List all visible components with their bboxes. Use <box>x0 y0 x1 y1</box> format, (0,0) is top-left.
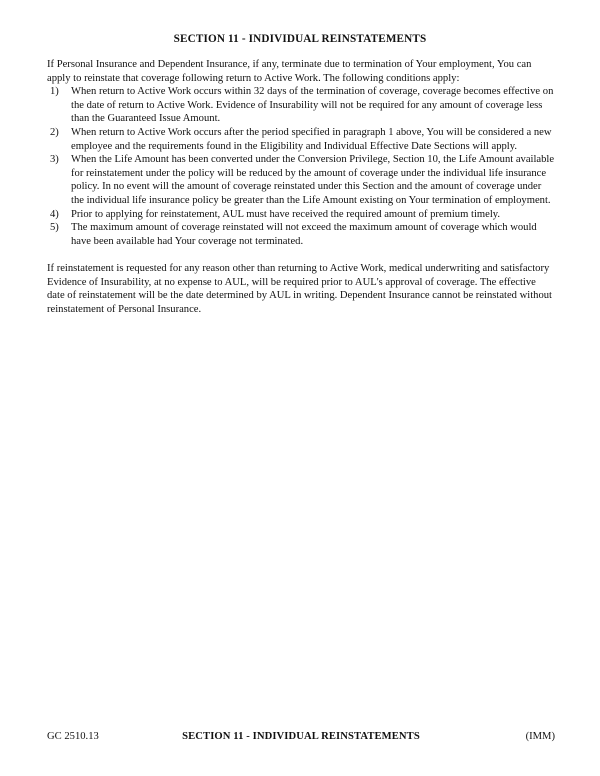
list-item-text: The maximum amount of coverage reinstated will not exceed the maximum amount of coverage which would have been available had Your coverage not terminated. <box>71 222 537 247</box>
intro-paragraph: If Personal Insurance and Dependent Insurance, if any, terminate due to termination of Your employment, You can apply to reinstate that coverage following return to Active Work. The following conditions apply: <box>47 59 532 84</box>
list-item-marker: 2) <box>50 126 59 138</box>
page-title: SECTION 11 - INDIVIDUAL REINSTATEMENTS <box>173 33 427 45</box>
closing-paragraph: If reinstatement is requested for any reason other than returning to Active Work, medical underwriting and satisfactory Evidence of Insurability, at no expense to AUL, will be required prior to AUL's approval of coverage. The effective date of reinstatement will be the date determined by AUL in writing. Dependent Insurance cannot be reinstated without reinstatement of Personal Insurance. <box>47 262 553 315</box>
list-item-marker: 4) <box>50 208 59 220</box>
page-footer <box>47 730 555 744</box>
list-item-text: When return to Active Work occurs within 32 days of the termination of coverage, coverage becomes effective on the date of return to Active Work. Evidence of Insurability will not be required for any amount of coverage less than the Guaranteed Issue Amount. <box>71 86 554 125</box>
list-item <box>47 221 556 248</box>
list-item <box>47 126 556 153</box>
list-item-text: When the Life Amount has been converted under the Conversion Privilege, Section 10, the Life Amount available for reinstatement under the policy will be reduced by the amount of coverage under the individual life insurance policy. In no event will the amount of coverage reinstated under this Section and the amount of coverage under the individual life insurance policy be greater than the Life Amount existing on Your termination of employment. <box>71 154 555 206</box>
list-item-text: Prior to applying for reinstatement, AUL must have received the required amount of premium timely. <box>71 208 501 220</box>
list-item-text: When return to Active Work occurs after the period specified in paragraph 1 above, You will be considered a new employee and the requirements found in the Eligibility and Individual Effective Date Sections will apply. <box>71 126 552 152</box>
footer-form-number: GC 2510.13 <box>47 731 99 742</box>
list-item <box>47 208 556 222</box>
list-item-marker: 1) <box>50 86 59 98</box>
list-item <box>47 85 556 126</box>
document-body <box>47 58 556 316</box>
list-item-marker: 3) <box>50 154 59 166</box>
list-item-marker: 5) <box>50 222 59 234</box>
conditions-list <box>47 85 556 248</box>
list-item <box>47 153 556 207</box>
footer-code: (IMM) <box>525 731 555 742</box>
footer-section-title: SECTION 11 - INDIVIDUAL REINSTATEMENTS <box>182 731 420 742</box>
